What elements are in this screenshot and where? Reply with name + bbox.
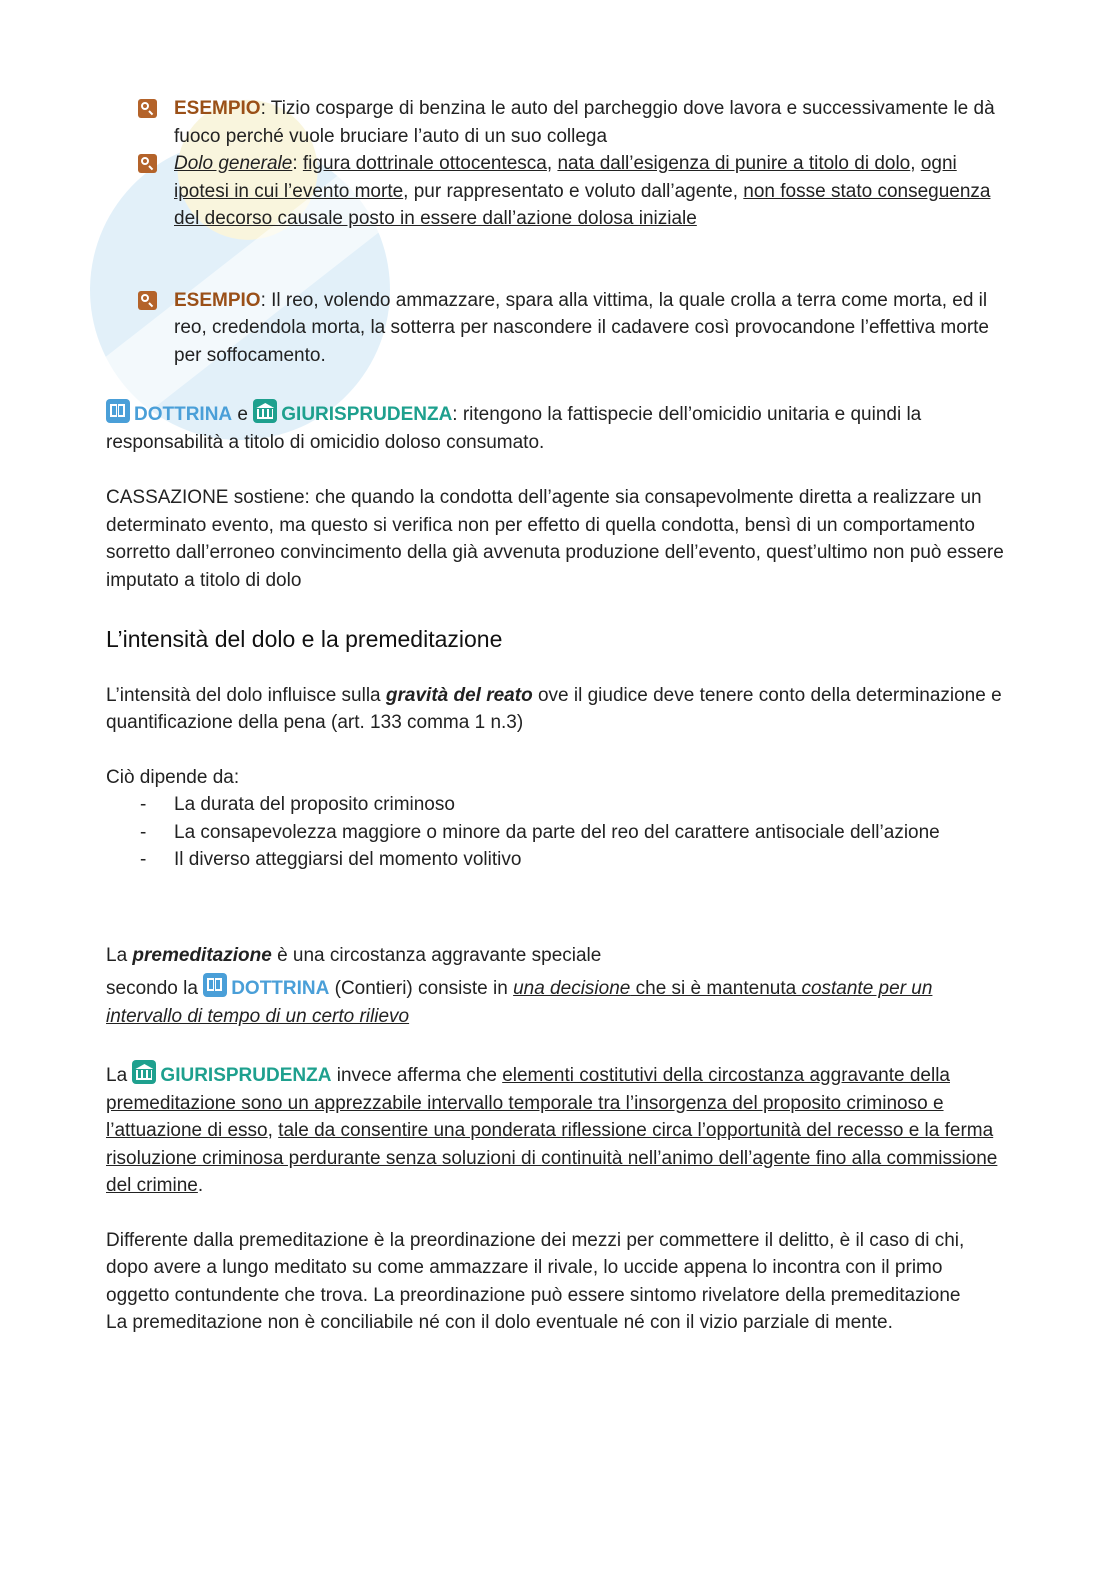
plain-text: : ritengono la fattispecie dell’omicidio unitaria e quindi la responsabilità a titolo di omicidio doloso consumato. <box>106 404 922 453</box>
dipende-list <box>106 791 1006 874</box>
underlined-italic-text: costante per un intervallo di tempo di un certo rilievo <box>106 978 933 1027</box>
plain-text: invece afferma che <box>331 1065 503 1086</box>
underlined-text: tale da consentire una ponderata riflessione circa l’opportunità del recesso e la ferma risoluzione criminosa perdurante senza soluzioni di continuità nell’animo dell’agente fino alla commissione del crimine <box>106 1120 998 1196</box>
plain-text: , <box>267 1120 279 1141</box>
dipende-intro: Ciò dipende da: <box>106 766 240 788</box>
plain-text: . <box>197 1175 204 1196</box>
magnifier-icon <box>138 99 157 118</box>
list-item: - Il diverso atteggiarsi del momento volitivo <box>106 846 1006 874</box>
bold-italic-text: premeditazione <box>132 944 272 966</box>
underlined-text: elementi costitutivi della circostanza aggravante della premeditazione sono un apprezzabile intervallo temporale tra l’insorgenza del proposito criminoso e l’attuazione di esso <box>106 1065 950 1141</box>
plain-text: , pur rappresentato e voluto dall’agente, <box>403 180 744 202</box>
dottrina-label: DOTTRINA <box>134 404 233 425</box>
underlined-italic-text: una decisione <box>513 978 631 999</box>
dolo-generale-term: Dolo generale <box>174 153 293 174</box>
example-label: ESEMPIO <box>174 98 261 119</box>
underlined-text: che si è mantenuta <box>630 978 802 999</box>
underlined-text: non fosse stato conseguenza del decorso causale posto in essere dall’azione dolosa iniziale <box>174 180 991 229</box>
intensita-paragraph <box>106 682 1006 737</box>
section-heading: L’intensità del dolo e la premeditazione <box>106 626 503 652</box>
example-text: : Tizio cosparge di benzina le auto del parcheggio dove lavora e successivamente le dà fuoco perché vuole bruciare l’auto di un suo collega <box>174 98 995 147</box>
cassazione-paragraph: CASSAZIONE sostiene: che quando la condotta dell’agente sia consapevolmente diretta a realizzare un determinato evento, ma questo si verifica non per effetto di quella condotta, bensì di un comportamento sorretto dall’erroneo convincimento della già avvenuta produzione dell’evento, quest’ultimo non può essere imputato a titolo di dolo <box>106 487 1004 591</box>
giurisprudenza-label: GIURISPRUDENZA <box>281 404 453 425</box>
underlined-text: figura dottrinale ottocentesca <box>302 153 547 174</box>
plain-text: secondo la <box>106 978 204 999</box>
separator: : <box>292 153 298 174</box>
example-block-2 <box>106 287 1006 370</box>
list-item: - La durata del proposito criminoso <box>106 791 1006 819</box>
plain-text: La <box>106 1065 133 1086</box>
plain-text: ove il giudice deve tenere conto della determinazione e quantificazione della pena (art. 133 comma 1 n.3) <box>106 684 1002 733</box>
example-text: : Il reo, volendo ammazzare, spara alla vittima, la quale crolla a terra come morta, ed il reo, credendola morta, la sotterra per nascondere il cadavere così provocandone l’effettiva morte per soffocamento. <box>174 289 989 366</box>
underlined-text: ogni ipotesi in cui l’evento morte <box>174 153 957 202</box>
plain-text: (Contieri) consiste in <box>329 978 514 999</box>
dottrina-label: DOTTRINA <box>231 978 330 999</box>
secondo-dottrina-paragraph <box>106 973 1006 1030</box>
dolo-generale-block: Dolo generale: figura dottrinale ottocentesca, nata dall’esigenza di punire a titolo di dolo, ogni ipotesi in cui l’evento morte, pur rappresentato e voluto dall’agente, non fosse stato conseguenza del decorso causale posto in essere dall’azione dolosa iniziale <box>106 150 1006 233</box>
conciliabile-paragraph: La premeditazione non è conciliabile né con il dolo eventuale né con il vizio parziale di mente. <box>106 1312 893 1333</box>
document-page <box>106 95 1006 1337</box>
plain-text: è una circostanza aggravante speciale <box>271 944 602 966</box>
book-icon <box>203 973 227 997</box>
magnifier-icon <box>138 291 157 310</box>
example-block-1 <box>106 95 1006 150</box>
example-label: ESEMPIO <box>174 289 261 311</box>
premeditazione-paragraph <box>106 942 1006 970</box>
courthouse-icon <box>253 399 277 423</box>
plain-text: L’intensità del dolo influisce sulla <box>106 684 386 706</box>
magnifier-icon <box>138 154 157 173</box>
underlined-text: nata dall’esigenza di punire a titolo di dolo <box>557 153 911 174</box>
giurisprudenza-paragraph <box>106 1060 1006 1200</box>
differente-paragraph: Differente dalla premeditazione è la preordinazione dei mezzi per commettere il delitto, è il caso di chi, dopo avere a lungo meditato su come ammazzare il rivale, lo uccide appena lo incontra con il primo oggetto contundente che trova. La preordinazione può essere sintomo rivelatore della premeditazione <box>106 1229 965 1306</box>
list-item: - La consapevolezza maggiore o minore da parte del reo del carattere antisociale dell’azione <box>106 819 1006 847</box>
plain-text: e <box>232 404 254 425</box>
courthouse-icon <box>132 1060 156 1084</box>
bold-italic-text: gravità del reato <box>385 684 533 706</box>
dottrina-giurisprudenza-paragraph <box>106 399 1006 456</box>
giurisprudenza-label: GIURISPRUDENZA <box>160 1065 332 1086</box>
plain-text: La <box>106 944 133 966</box>
book-icon <box>106 399 130 423</box>
